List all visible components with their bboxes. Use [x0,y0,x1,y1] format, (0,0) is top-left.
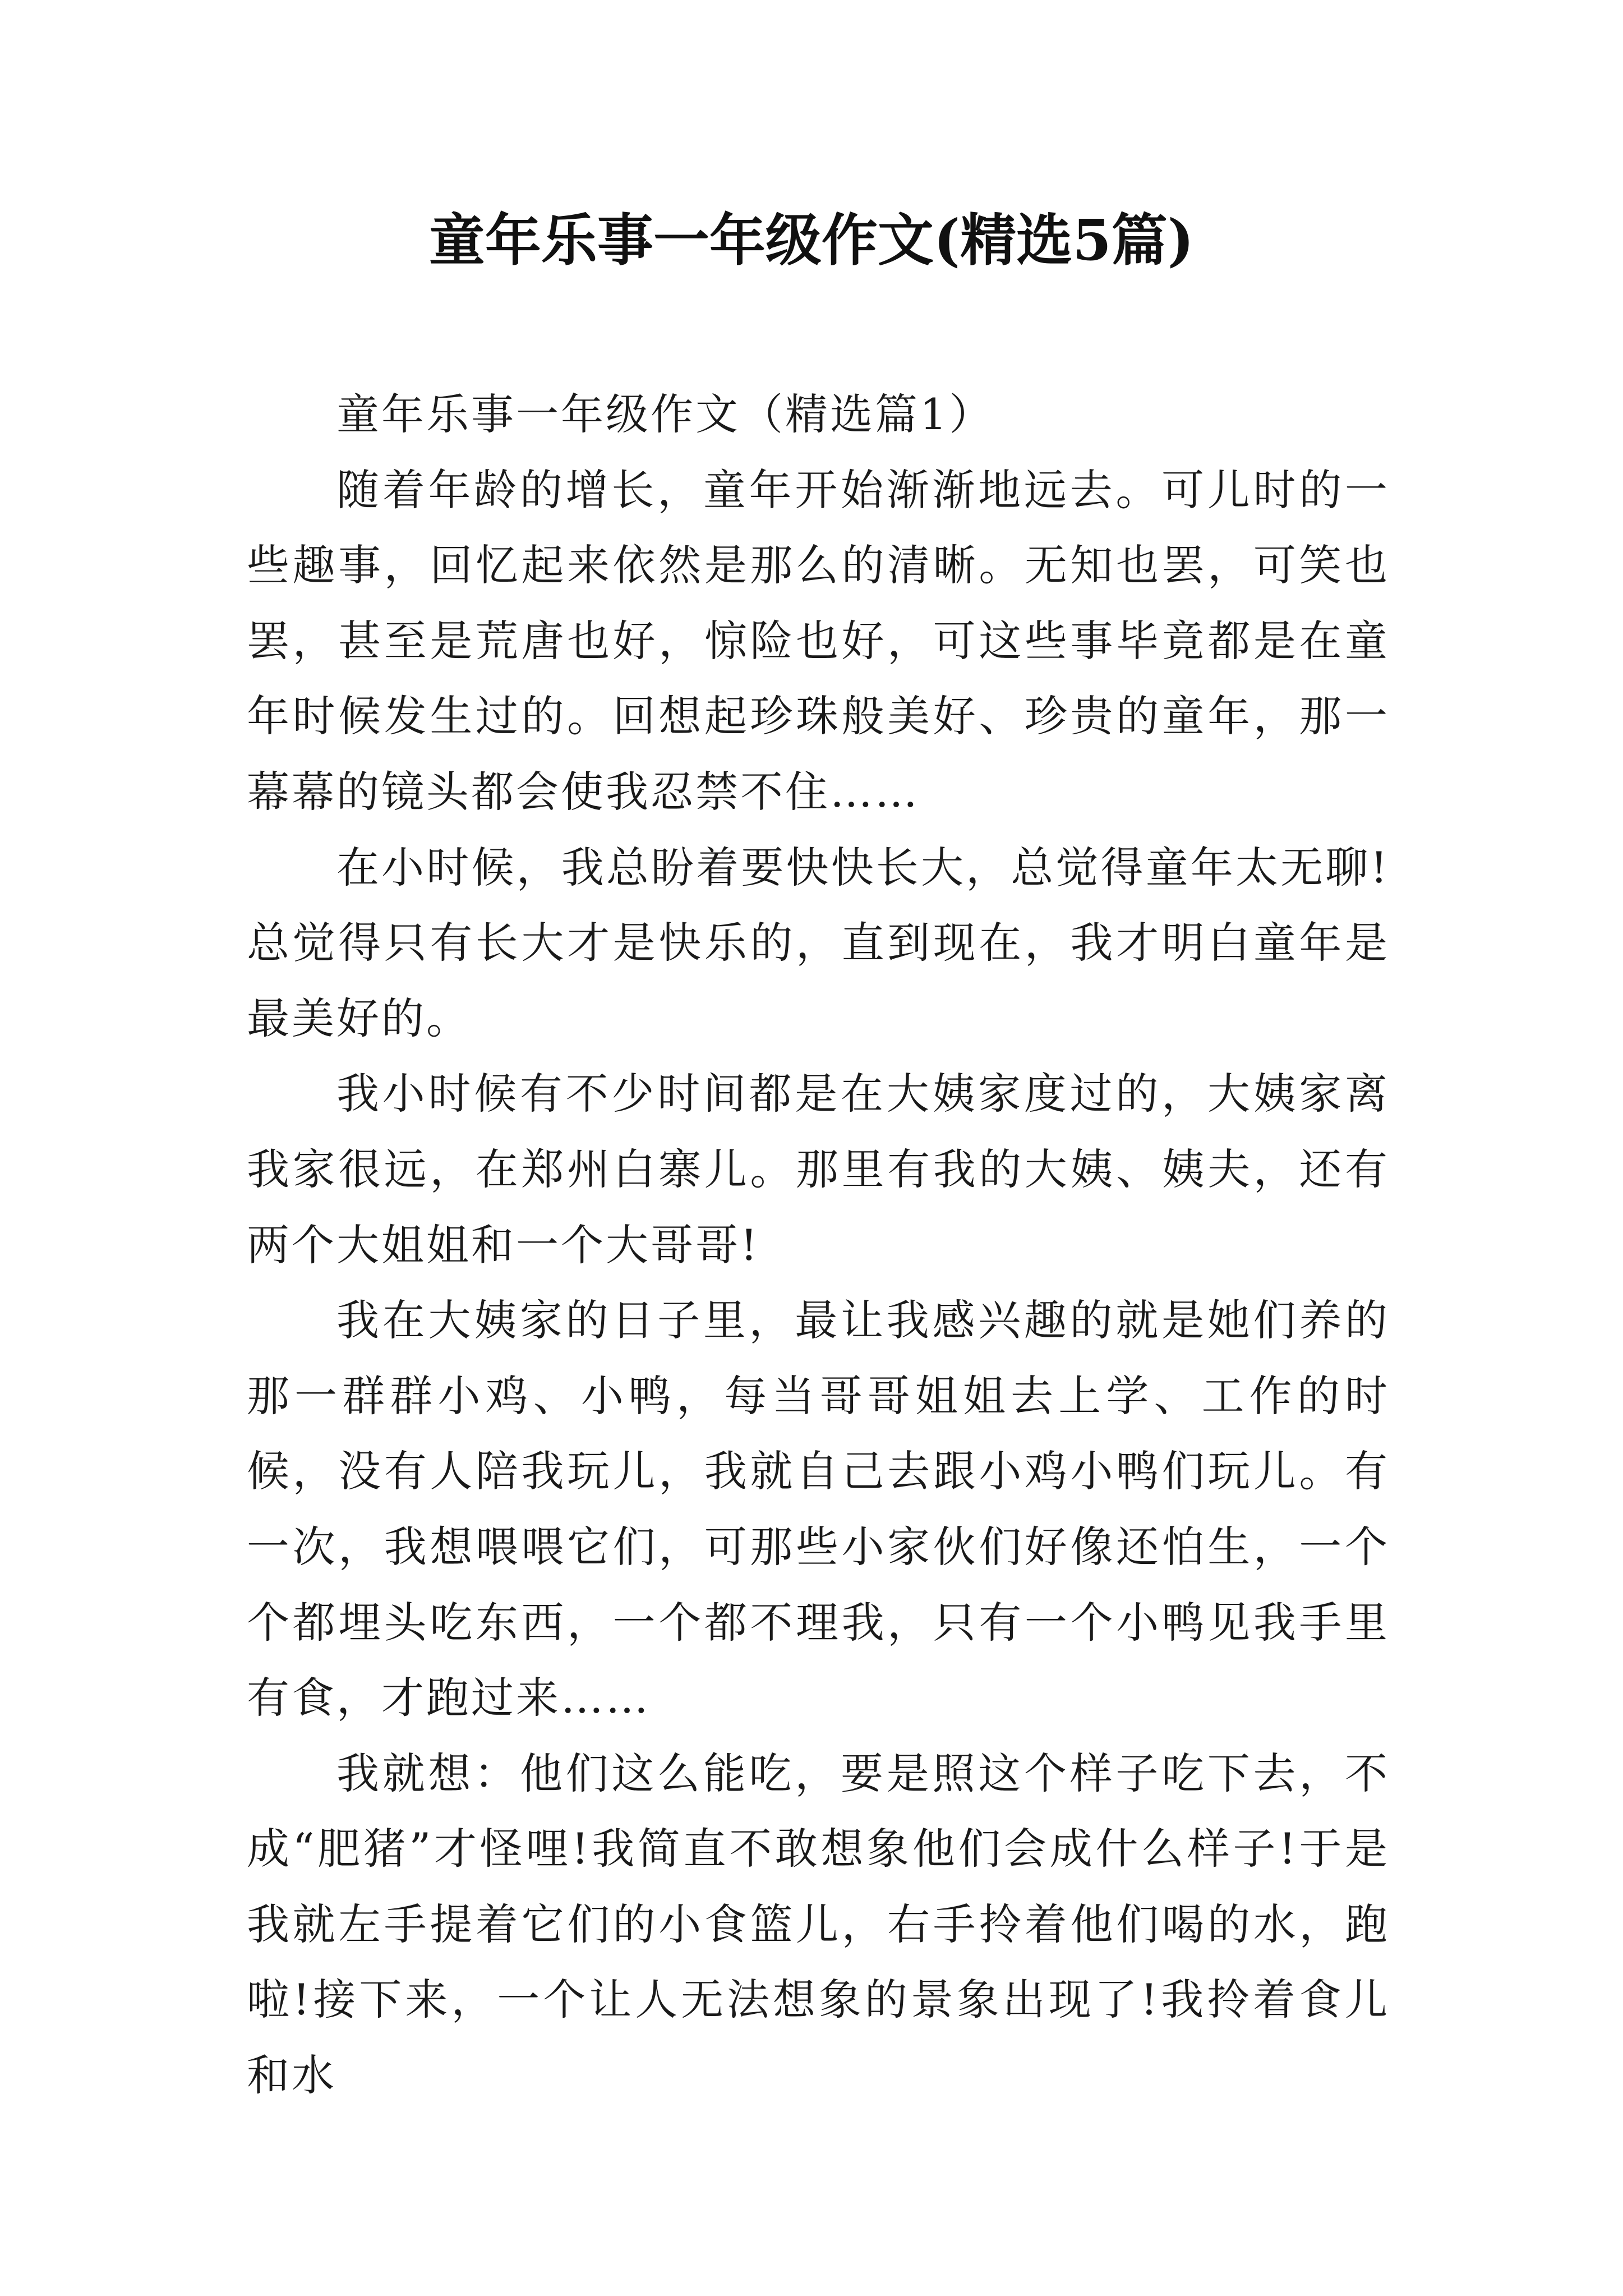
document-body [247,377,1390,2114]
paragraph: 我在大姨家的日子里，最让我感兴趣的就是她们养的那一群群小鸡、小鸭，每当哥哥姐姐去上学、工作的时候，没有人陪我玩儿，我就自己去跟小鸡小鸭们玩儿。有一次，我想喂喂它们，可那些小家伙们好像还怕生，一个个都埋头吃东西，一个都不理我，只有一个小鸭见我手里有食，才跑过来…… [247,1295,1390,1723]
paragraph: 在小时候，我总盼着要快快长大，总觉得童年太无聊!总觉得只有长大才是快乐的，直到现在，我才明白童年是最美好的。 [247,842,1390,1043]
paragraph: 我就想：他们这么能吃，要是照这个样子吃下去，不成“肥猪”才怪哩!我简直不敢想象他们会成什么样子!于是我就左手提着它们的小食篮儿，右手拎着他们喝的水，跑啦!接下来，一个让人无法想象的景象出现了!我拎着食儿和水 [247,1748,1390,2101]
section-heading: 童年乐事一年级作文（精选篇1） [336,389,994,439]
document-title: 童年乐事一年级作文(精选5篇) [428,207,1195,273]
paragraph: 随着年龄的增长，童年开始渐渐地远去。可儿时的一些趣事，回忆起来依然是那么的清晰。无知也罢，可笑也罢，甚至是荒唐也好，惊险也好，可这些事毕竟都是在童年时候发生过的。回想起珍珠般美好、珍贵的童年，那一幕幕的镜头都会使我忍禁不住…… [247,464,1390,817]
paragraph: 我小时候有不少时间都是在大姨家度过的，大姨家离我家很远，在郑州白寨儿。那里有我的大姨、姨夫，还有两个大姐姐和一个大哥哥! [247,1069,1390,1270]
